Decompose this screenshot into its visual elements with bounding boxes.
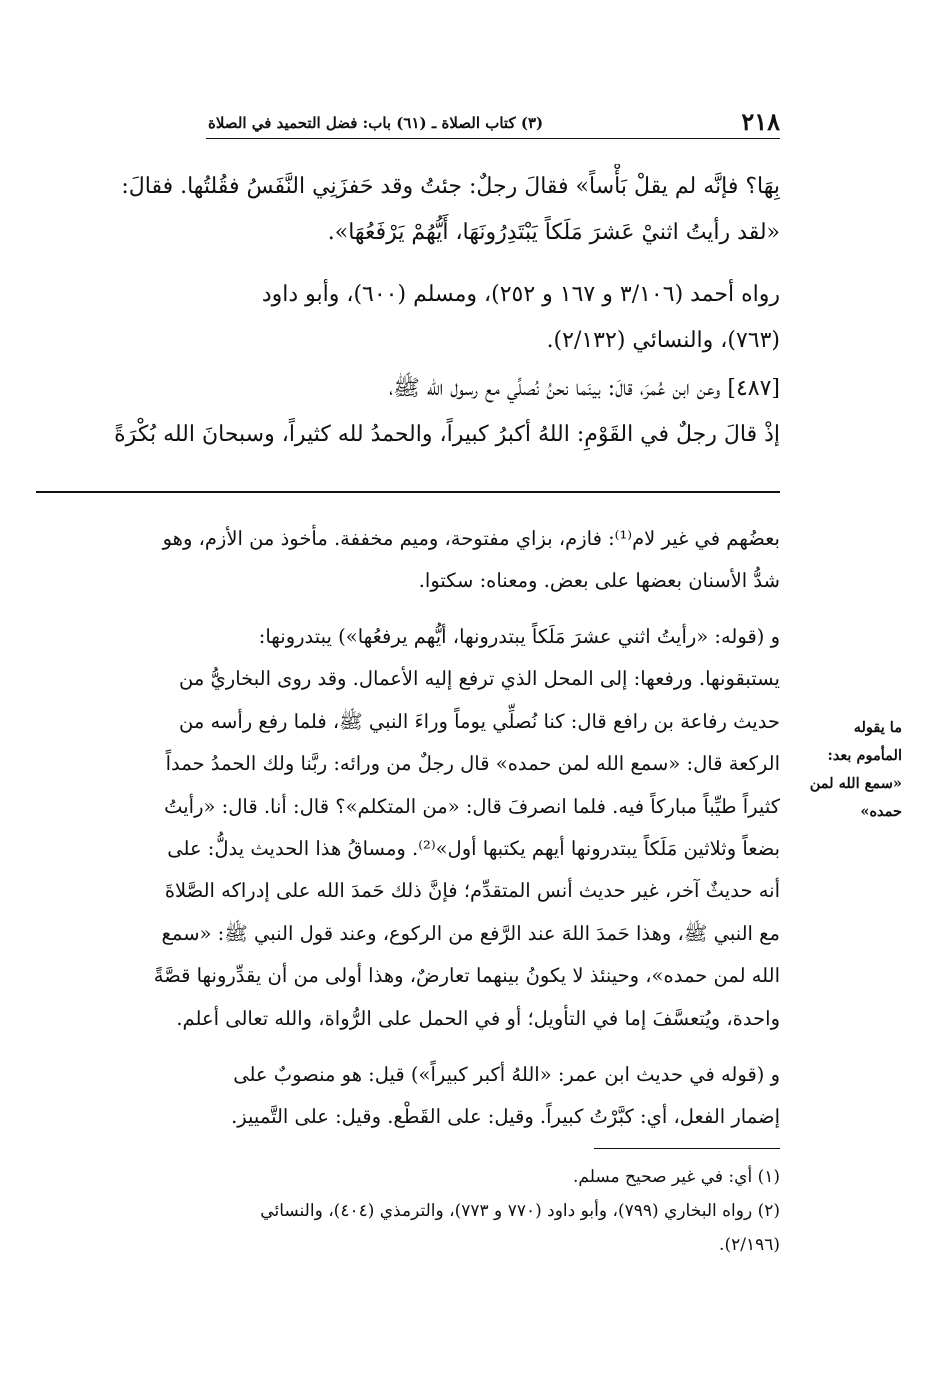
hadith-487 <box>112 366 780 458</box>
text-line: بِهَا؟ فإنَّه لم يقلْ بَأْساً» فقالَ رجلٌ: جئتُ وقد حَفزَنِي النَّفَسُ فقُلتُها. فقالَ: <box>121 174 780 199</box>
footnote-line: (١) أي: في غير صحيح مسلم. <box>572 1167 780 1187</box>
text-line: [٤٨٧] وعن ابن عُمرَ، قالَ: بينَما نحنُ نُصلِّي مع رسول الله ﷺ، <box>389 376 780 401</box>
page-number: ٢١٨ <box>741 107 780 136</box>
text-line: مع النبي ﷺ، وهذا حَمدَ اللهَ عند الرَّفع من الركوع، وعند قول النبي ﷺ: «سمع <box>161 921 780 945</box>
text-line: إذْ قالَ رجلٌ في القَوْمِ: اللهُ أكبرُ كبيراً، والحمدُ لله كثيراً، وسبحانَ الله بُكْرَةً <box>114 422 780 447</box>
margin-note <box>792 714 902 826</box>
text-line: (٧٦٣)، والنسائي (٢/١٣٢). <box>546 328 780 353</box>
footnote-divider <box>594 1148 780 1149</box>
text-line: رواه أحمد (٣/١٠٦ و ١٦٧ و ٢٥٢)، ومسلم (٦٠٠)، وأبو داود <box>261 282 780 307</box>
margin-note-line: المأموم بعد: <box>827 747 902 764</box>
text-line: يستبقونها. ورفعها: إلى المحل الذي ترفع إليه الأعمال. وقد روى البخاريُّ من <box>179 667 780 691</box>
text-line: و (قوله: «رأيتُ اثني عشرَ مَلَكاً يبتدرونها، أيُّهم يرفعُها») يبتدرونها: <box>258 625 780 648</box>
commentary-block-3 <box>112 1054 780 1139</box>
margin-note-line: ما يقوله <box>853 719 902 736</box>
text-line: كثيراً طيِّباً مباركاً فيه. فلما انصرفَ قال: «من المتكلم»؟ قال: أنا. قال: «رأيتُ <box>164 794 780 818</box>
commentary-block-2 <box>112 616 780 1040</box>
text-line: بضعاً وثلاثين مَلَكاً يبتدرونها أيهم يكتبها أول»⁽²⁾. ومساقُ هذا الحديث يدلُّ: على <box>167 837 780 861</box>
commentary-block-1 <box>112 518 780 603</box>
text-line: بعضُهم في غير لام⁽¹⁾: فازم، بزاي مفتوحة، وميم مخففة. مأخوذ من الأزم، وهو <box>162 527 780 550</box>
footnote-line: (٢/١٩٦). <box>719 1235 780 1255</box>
section-divider <box>36 491 780 493</box>
text-line: شدُّ الأسنان بعضها على بعض. ومعناه: سكتوا. <box>418 569 780 593</box>
hadith-citation <box>112 272 780 364</box>
margin-note-line: «سمع الله لمن <box>809 775 902 792</box>
text-line: و (قوله في حديث ابن عمر: «اللهُ أكبر كبيراً») قيل: هو منصوبٌ على <box>233 1063 780 1086</box>
text-line: الله لمن حمده»، وحينئذ لا يكونُ بينهما تعارضٌ، وهذا أولى من أن يقدِّرونها قصَّةً <box>153 964 780 988</box>
text-line: الركعة قال: «سمع الله لمن حمده» قال رجلٌ من ورائه: ربَّنا ولك الحمدُ حمداً <box>165 752 780 776</box>
text-line: حديث رفاعة بن رافع قال: كنا نُصلِّي يوماً وراءَ النبي ﷺ، فلما رفع رأسه من <box>179 709 780 733</box>
text-line: إضمار الفعل، أي: كبَّرْتُ كبيراً. وقيل: على القَطْع. وقيل: على التَّمييز. <box>231 1105 780 1129</box>
text-line: أنه حديثٌ آخر، غير حديث أنس المتقدِّم؛ فإنَّ ذلك حَمدَ الله على إدراكه الصَّلاةَ <box>164 879 780 903</box>
text-line: واحدة، ويُتعسَّفَ إما في التأويل؛ أو في الحمل على الرُّواة، والله تعالى أعلم. <box>176 1006 780 1030</box>
page-header <box>206 108 780 139</box>
margin-note-line: حمده» <box>860 803 902 820</box>
running-title: (٣) كتاب الصلاة ـ (٦١) باب: فضل التحميد في الصلاة <box>208 114 544 132</box>
text-line: «لقد رأيتُ اثنيْ عَشرَ مَلَكاً يَبْتَدِرُونَهَا، أَيُّهُمْ يَرْفَعُهَا». <box>327 220 780 245</box>
hadith-paragraph-1 <box>112 164 780 256</box>
footnote-line: (٢) رواه البخاري (٧٩٩)، وأبو داود (٧٧٠ و ٧٧٣)، والترمذي (٤٠٤)، والنسائي <box>260 1201 780 1221</box>
footnotes <box>112 1160 780 1262</box>
